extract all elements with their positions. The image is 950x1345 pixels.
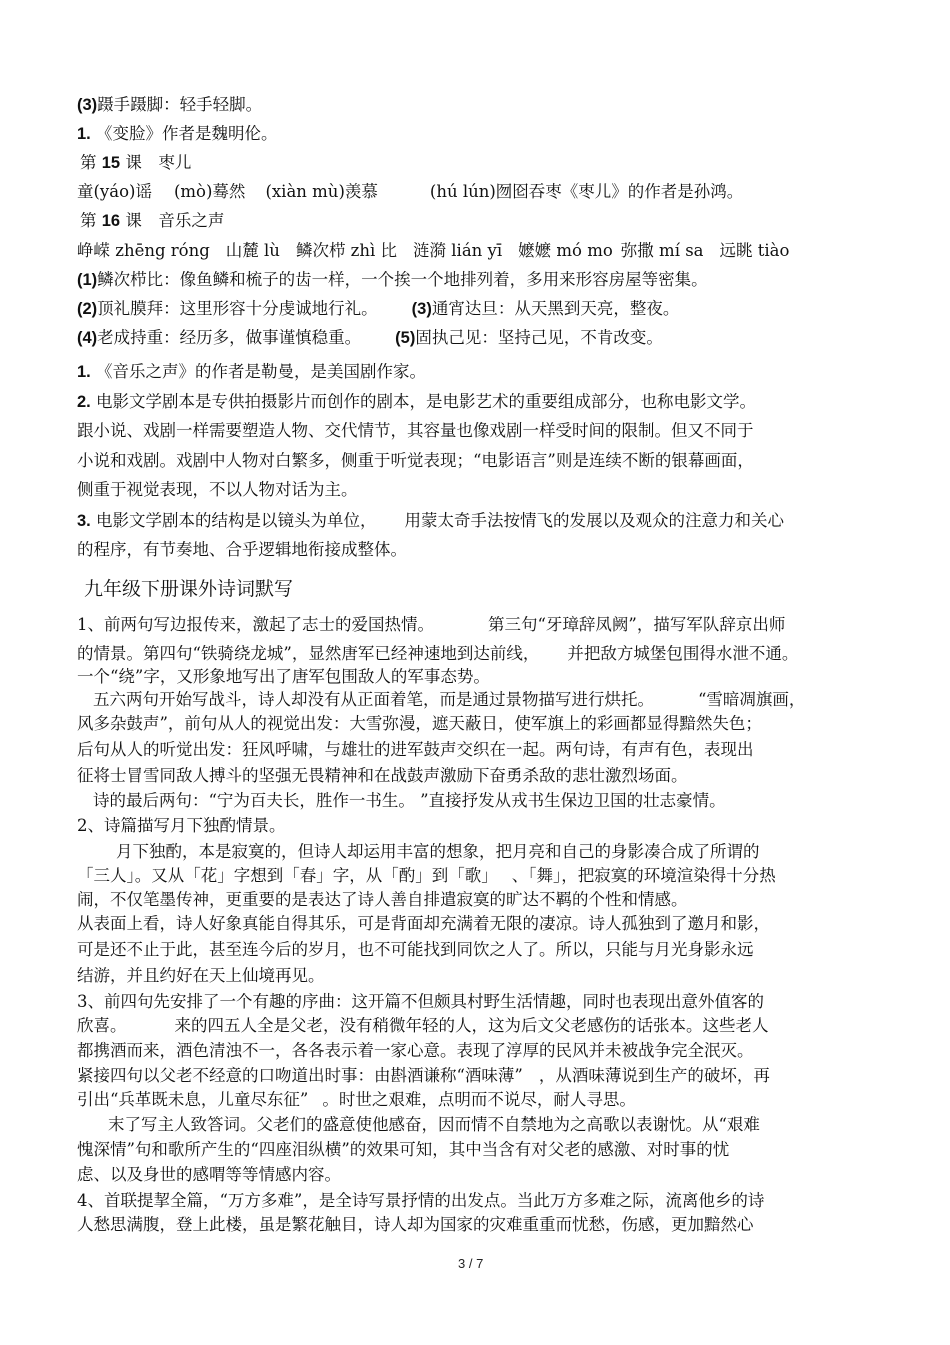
text-line xyxy=(77,1139,729,1161)
text-line xyxy=(77,815,286,837)
line-text: 五六两句开始写战斗，诗人却没有从正面着笔，而是通过景物描写进行烘托。 xyxy=(93,690,654,709)
item-number: (5) xyxy=(395,329,416,347)
text-line xyxy=(77,765,688,787)
line-text: 人愁思满腹，登上此楼，虽是繁花触目，诗人却为国家的灾难重重而忧愁，伤感，更加黯然心 xyxy=(77,1215,754,1234)
line-text: 第三句“牙璋辞凤阙”，描写军队辞京出师 xyxy=(488,615,786,634)
item-number: 3. xyxy=(77,512,91,530)
text-line xyxy=(77,1164,341,1186)
line-text: 「三人」。又从「花」字想到「春」字，从「酌」到「歌」 xyxy=(77,866,498,885)
line-text: 《变脸》作者是魏明伦。 xyxy=(90,124,278,143)
item-number: (4) xyxy=(77,329,98,347)
page-number: 3 / 7 xyxy=(458,1256,484,1271)
line-text: 1、前两句写边报传来，激起了志士的爱国热情。 xyxy=(77,615,434,634)
text-line xyxy=(77,539,407,561)
vocab-item: 弥撒 mí sa xyxy=(620,241,704,260)
item-number: (3) xyxy=(77,96,98,114)
text-line xyxy=(77,643,798,665)
text-line xyxy=(93,689,805,711)
line-text: 从表面上看，诗人好象真能自得其乐，可是背面却充满着无限的凄凉。诗人孤独到了邀月和影， xyxy=(77,914,770,933)
item-number: (3) xyxy=(411,300,432,318)
text-line xyxy=(77,269,708,291)
text-line xyxy=(77,889,688,911)
vocab-line xyxy=(77,181,743,203)
lesson-number: 16 xyxy=(101,212,121,230)
text-line xyxy=(77,739,754,761)
line-text: 侧重于视觉表现，不以人物对话为主。 xyxy=(77,480,358,499)
text-line xyxy=(77,298,679,320)
line-text: 老成持重：经历多，做事谨慎稳重。 xyxy=(97,328,362,347)
item-number: (2) xyxy=(77,300,98,318)
vocab-item: 鳞次栉 zhì 比 xyxy=(295,241,398,260)
item-number: 2. xyxy=(77,393,91,411)
line-text: 都携酒而来，酒色清浊不一，各各表示着一家心意。表现了淳厚的民风并未被战争完全泯灭。 xyxy=(77,1041,754,1060)
text-line xyxy=(77,1015,769,1037)
line-text: 的情景。第四句“铁骑绕龙城”，显然唐军已经神速地到达前线， xyxy=(77,644,540,663)
text-line xyxy=(77,1065,770,1087)
lesson-title: 课 枣儿 xyxy=(120,153,192,172)
item-number: (1) xyxy=(77,271,98,289)
text-line xyxy=(108,1114,760,1136)
vocab-item: 涟漪 lián yī xyxy=(413,241,503,260)
line-text: 鳞次栉比：像鱼鳞和梳子的齿一样，一个挨一个地排列着，多用来形容房屋等密集。 xyxy=(97,270,708,289)
line-text: 后句从人的听觉出发：狂风呼啸，与雄壮的进军鼓声交织在一起。两句诗，有声有色，表现出 xyxy=(77,740,754,759)
line-text: 欣喜。 xyxy=(77,1016,127,1035)
line-text: 《音乐之声》的作者是勒曼，是美国剧作家。 xyxy=(90,362,427,381)
line-text: 跟小说、戏剧一样需要塑造人物、交代情节，其容量也像戏剧一样受时间的限制。但又不同于 xyxy=(77,421,754,440)
line-text: 一个“绕”字，又形象地写出了唐军包围敌人的军事态势。 xyxy=(77,667,490,686)
lesson-number: 15 xyxy=(101,154,121,172)
line-text: 2、诗篇描写月下独酌情景。 xyxy=(77,816,286,835)
lesson-heading xyxy=(80,152,191,174)
line-text: 固执己见：坚持己见，不肯改变。 xyxy=(415,328,663,347)
line-text: 虑、以及身世的感喟等等情感内容。 xyxy=(77,1165,341,1184)
line-text: 通宵达旦：从天黑到天亮，整夜。 xyxy=(431,299,680,318)
line-text: 。时世之艰难，点明而不说尽，耐人寻思。 xyxy=(322,1090,636,1109)
vocab-item: (xiàn mù)羡慕 xyxy=(265,182,378,201)
vocab-item: (hú lún)囫囵吞枣《枣儿》的作者是孙鸿。 xyxy=(429,182,744,201)
vocab-item: 山麓 lù xyxy=(225,241,280,260)
lesson-prefix: 第 xyxy=(80,153,102,172)
line-text: 可是还不止于此，甚至连今后的岁月，也不可能找到同饮之人了。所以，只能与月光身影永远 xyxy=(77,940,754,959)
line-text: 的程序，有节奏地、合乎逻辑地衔接成整体。 xyxy=(77,540,407,559)
line-text: 电影文学剧本是专供拍摄影片而创作的剧本，是电影艺术的重要组成部分，也称电影文学。 xyxy=(90,392,757,411)
text-line xyxy=(77,123,278,145)
line-text: 闹，不仅笔墨传神，更重要的是表达了诗人善自排遣寂寞的旷达不羁的个性和情感。 xyxy=(77,890,688,909)
text-line xyxy=(77,913,770,935)
line-text: 用蒙太奇手法按情飞的发展以及观众的注意力和关心 xyxy=(404,511,785,530)
text-line xyxy=(77,450,754,472)
text-line xyxy=(77,939,754,961)
item-number: 1. xyxy=(77,363,91,381)
text-line xyxy=(77,666,490,688)
text-line xyxy=(77,420,754,442)
line-text: 并把敌方城堡包围得水泄不通。 xyxy=(567,644,799,663)
line-text: 来的四五人全是父老，没有稍微年轻的人，这为后文父老感伤的话张本。这些老人 xyxy=(174,1016,769,1035)
line-text: 4、首联提挈全篇，“万方多难”，是全诗写景抒情的出发点。当此万方多难之际，流离他乡的诗 xyxy=(77,1191,765,1210)
text-line xyxy=(77,614,785,636)
text-line xyxy=(77,479,358,501)
vocab-item: 远眺 tiào xyxy=(719,241,790,260)
text-line xyxy=(77,713,762,735)
section-heading xyxy=(84,578,293,600)
line-text: 紧接四句以父老不经意的口吻道出时事：由斟酒谦称“酒味薄” xyxy=(77,1066,523,1085)
line-text: 蹑手蹑脚：轻手轻脚。 xyxy=(97,95,263,114)
text-line xyxy=(77,1040,754,1062)
line-text: ，从酒味薄说到生产的破坏，再 xyxy=(538,1066,770,1085)
lesson-heading xyxy=(80,210,224,232)
text-line xyxy=(77,965,325,987)
vocab-item: 峥嵘 zhēng róng xyxy=(77,241,210,260)
text-line xyxy=(77,991,764,1013)
text-line xyxy=(77,1190,764,1212)
lesson-title: 课 音乐之声 xyxy=(120,211,225,230)
text-line xyxy=(77,327,663,349)
section-title: 九年级下册课外诗词默写 xyxy=(84,578,294,600)
vocab-line xyxy=(77,240,789,262)
line-text: 小说和戏剧。戏剧中人物对白繁多，侧重于听觉表现；“电影语言”则是连续不断的银幕画面， xyxy=(77,451,754,470)
line-text: 3、前四句先安排了一个有趣的序曲：这开篇不但颇具村野生活情趣，同时也表现出意外值客的 xyxy=(77,992,764,1011)
text-line xyxy=(116,841,760,863)
line-text: 月下独酌，本是寂寞的，但诗人却运用丰富的想象，把月亮和自己的身影凑合成了所谓的 xyxy=(116,842,760,861)
text-line xyxy=(77,94,262,116)
text-line xyxy=(77,361,426,383)
line-text: 风多杂鼓声”，前句从人的视觉出发：大雪弥漫，遮天蔽日，使军旗上的彩画都显得黯然失色； xyxy=(77,714,762,733)
vocab-item: 童(yáo)谣 xyxy=(77,182,152,201)
vocab-item: 嬷嬷 mó mo xyxy=(518,241,613,260)
line-text: 末了写主人致答词。父老们的盛意使他感奋，因而情不自禁地为之高歌以表谢忱。从“艰难 xyxy=(108,1115,760,1134)
text-line xyxy=(77,1089,636,1111)
text-line xyxy=(93,790,726,812)
lesson-prefix: 第 xyxy=(80,211,102,230)
text-line xyxy=(77,391,756,413)
line-text: 征将士冒雪同敌人搏斗的坚强无畏精神和在战鼓声激励下奋勇杀敌的悲壮激烈场面。 xyxy=(77,766,688,785)
line-text: 顶礼膜拜：这里形容十分虔诚地行礼。 xyxy=(97,299,378,318)
line-text: 、「舞」，把寂寞的环境渲染得十分热 xyxy=(511,866,776,885)
line-text: 引出“兵革既未息，儿童尽东征” xyxy=(77,1090,309,1109)
text-line xyxy=(77,510,784,532)
text-line xyxy=(77,865,776,887)
line-text: “雪暗凋旗画， xyxy=(698,690,806,709)
line-text: 诗的最后两句：“宁为百夫长，胜作一书生。 ”直接抒发从戎书生保边卫国的壮志豪情。 xyxy=(93,791,726,810)
line-text: 结游，并且约好在天上仙境再见。 xyxy=(77,966,325,985)
text-line xyxy=(77,1214,754,1236)
line-text: 愧深情”句和歌所产生的“四座泪纵横”的效果可知，其中当含有对父老的感激、对时事的忧 xyxy=(77,1140,730,1159)
item-number: 1. xyxy=(77,125,91,143)
vocab-item: (mò)蓦然 xyxy=(173,182,246,201)
line-text: 电影文学剧本的结构是以镜头为单位， xyxy=(90,511,377,530)
